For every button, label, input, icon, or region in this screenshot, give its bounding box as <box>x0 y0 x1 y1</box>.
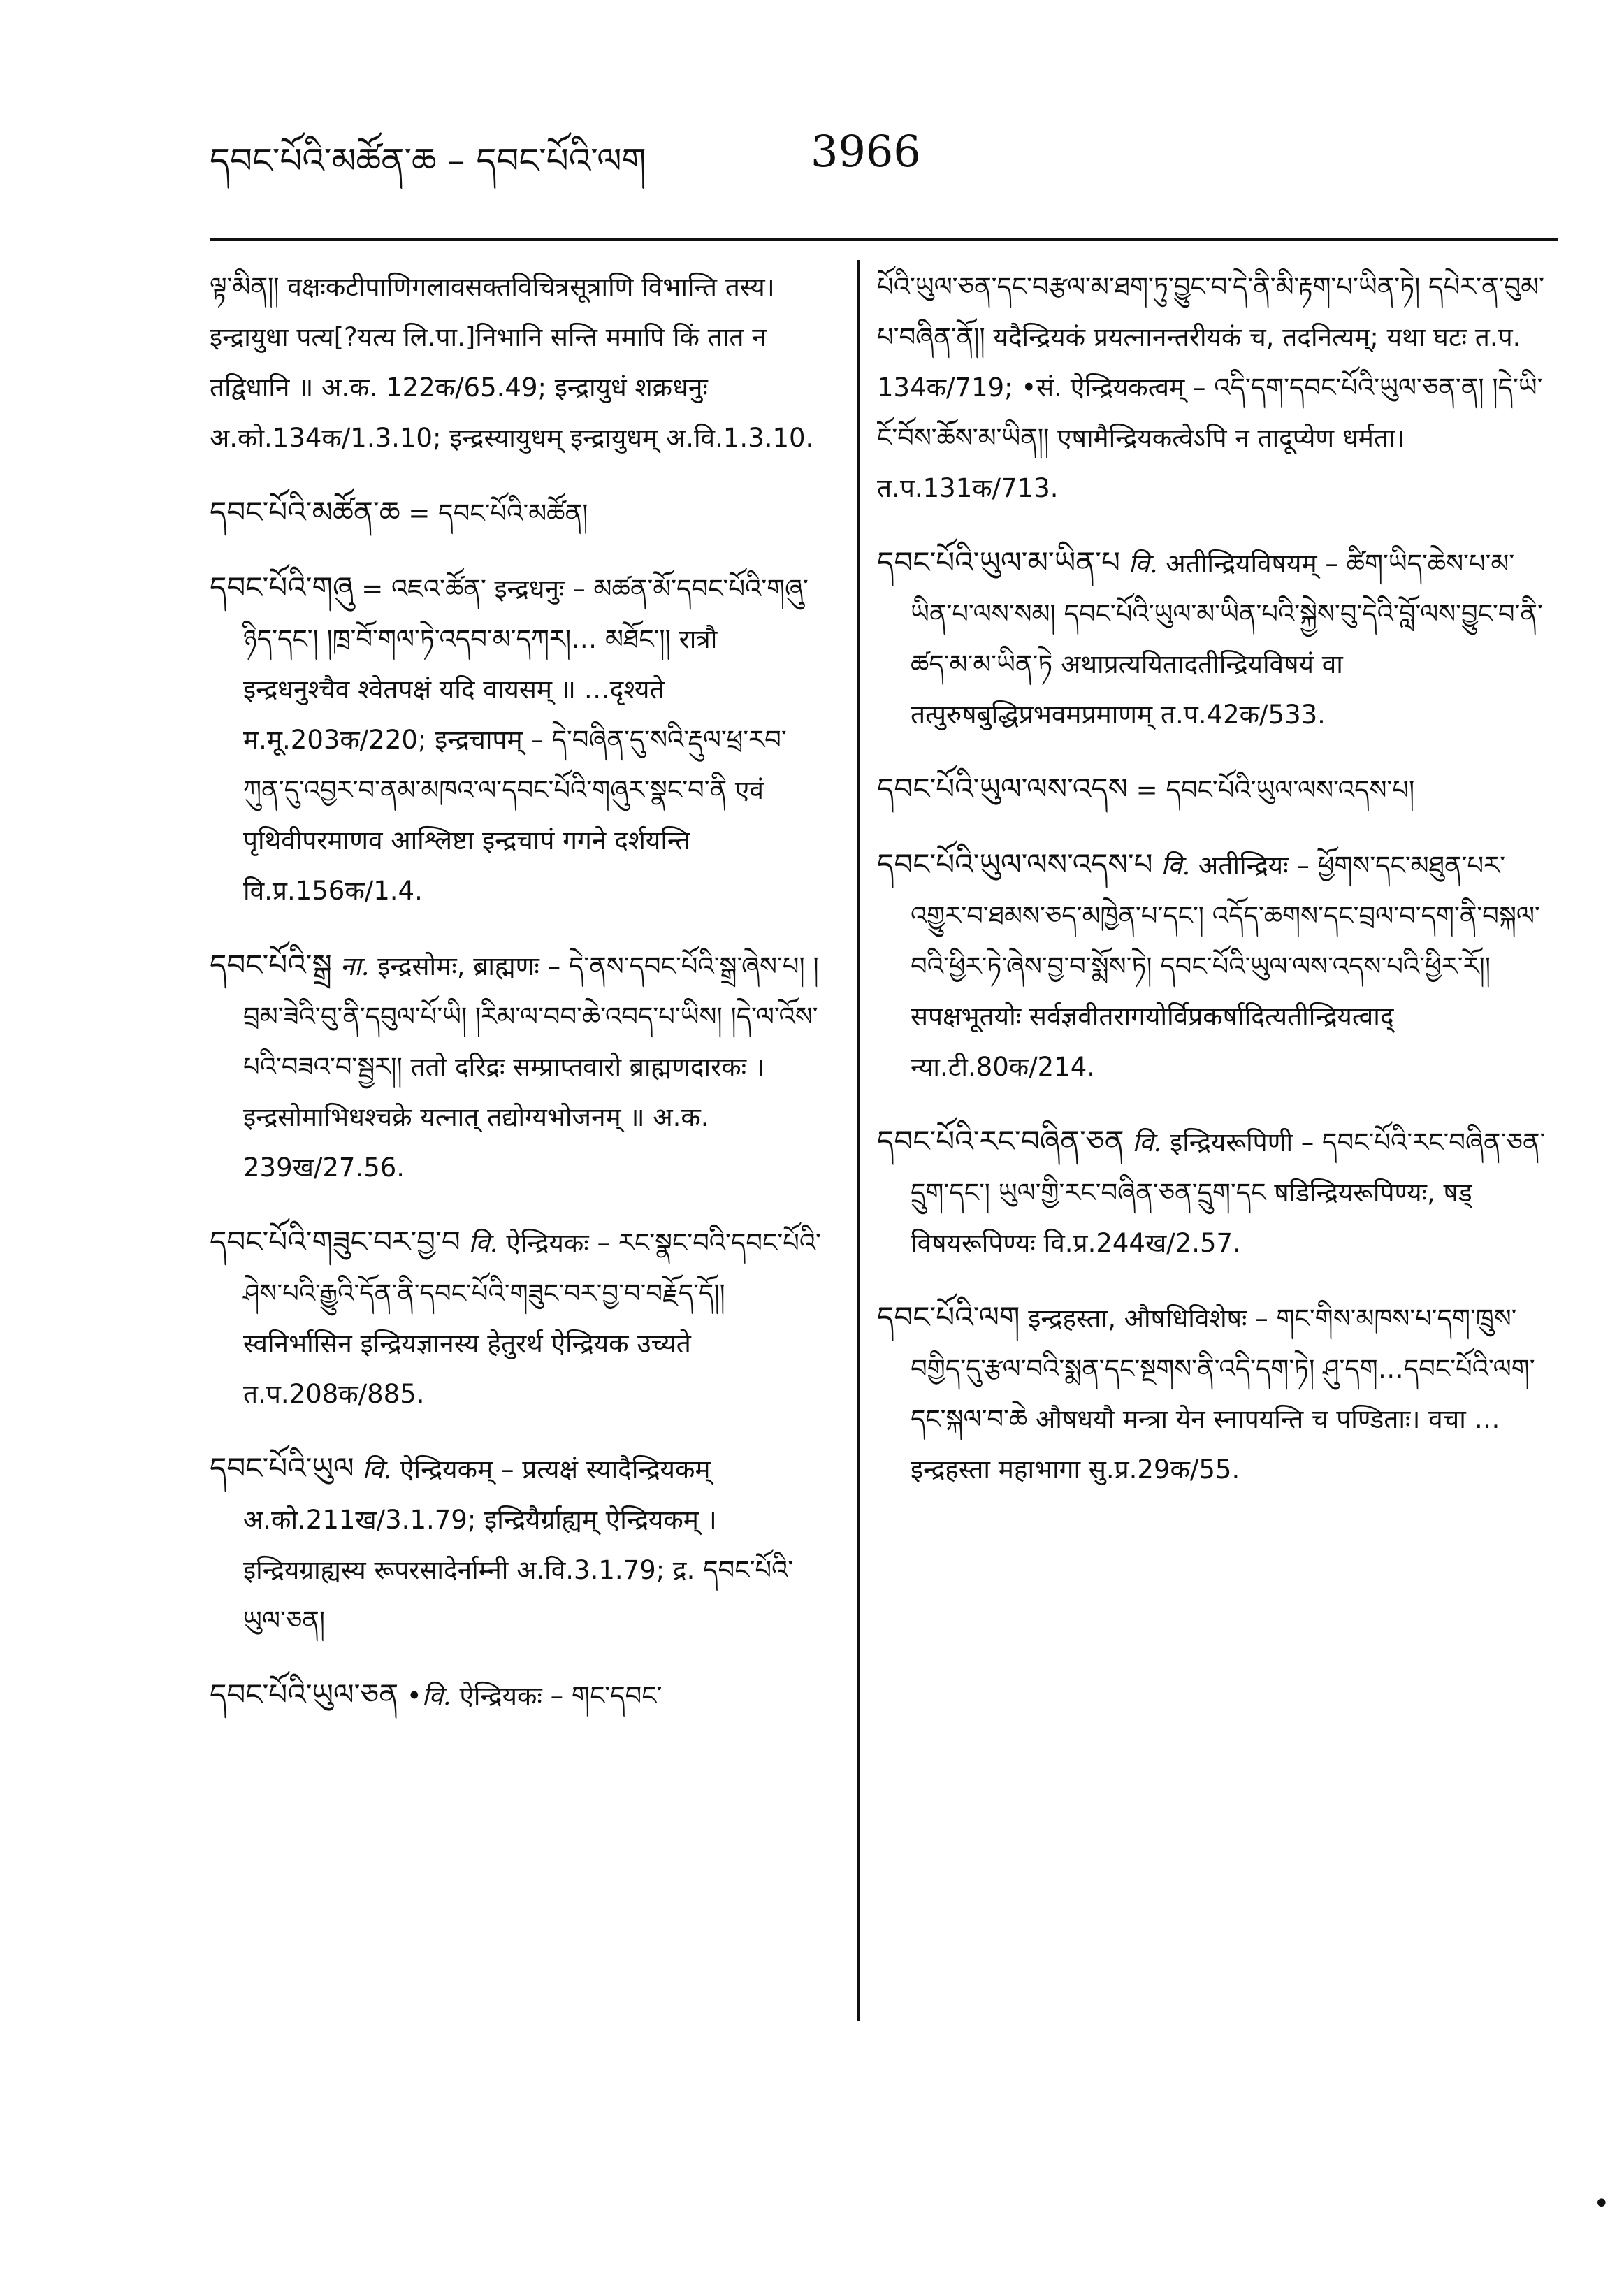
dictionary-entry <box>877 764 1548 816</box>
entry-grammar-tag: वि. <box>1132 1127 1162 1157</box>
entry-headword: དབང་པོའི་རང་བཞིན་ཅན <box>877 1124 1124 1158</box>
dictionary-entry <box>210 1443 825 1646</box>
entry-headword: དབང་པོའི་ལག <box>877 1300 1020 1334</box>
entry-text: = དབང་པོའི་ཡུལ་ལས་འདས་པ། <box>1136 775 1415 805</box>
entry-text: ऐन्द्रियकः – གང་དབང་ <box>459 1681 662 1711</box>
entry-grammar-tag: वि. <box>1161 851 1191 881</box>
entry-text: इन्द्रियरूपिणी – དབང་པོའི་རང་བཞིན་ཅན་དྲུག་དང་། ཡུལ་གྱི་རང་བཞིན་ཅན་དྲུག་དང षडिन्द्रियरूपिण्यः, षड् विषयरूपिण्यः वि.प्र.244ख/2.57. <box>911 1127 1546 1258</box>
entry-text: अतीन्द्रियः – ཕྱོགས་དང་མཐུན་པར་འགྱུར་བ་ཐམས་ཅད་མཁྱེན་པ་དང་། འདོད་ཆགས་དང་བྲལ་བ་དག་ནི་བསྐལ་བའི་ཕྱིར་ཏེ་ཞེས་བྱ་བ་སྨོས་ཏེ། དབང་པོའི་ཡུལ་ལས་འདས་པའི་ཕྱིར་རོ།། सपक्षभूतयोः सर्वज्ञवीतरागयोर्विप्रकर्षादित्यतीन्द्रियत्वाद् न्या.टी.80क/214. <box>911 851 1540 1082</box>
entry-headword: དབང་པོའི་ཡུལ་མ་ཡིན་པ <box>877 545 1120 579</box>
dictionary-entry <box>210 487 825 539</box>
dictionary-entry <box>877 537 1548 740</box>
entry-grammar-tag: •वि. <box>406 1681 451 1711</box>
page-number: 3966 <box>811 126 921 177</box>
entry-text: ऐन्द्रियकम् – प्रत्यक्षं स्यादैन्द्रियकम् अ.को.211ख/3.1.79; इन्द्रियैर्ग्राह्यम् ऐन्द्रियकम् । इन्द्रियग्राह्यस्य रूपरसादेर्नाम्नी अ.वि.3.1.79; द्र. དབང་པོའི་ཡུལ་ཅན། <box>243 1454 794 1635</box>
entry-grammar-tag: वि. <box>362 1454 392 1485</box>
dictionary-entry <box>210 1217 825 1420</box>
column-divider <box>857 260 860 2021</box>
running-head: དབང་པོའི་མཚོན་ཆ – དབང་པོའི་ལག <box>210 140 646 181</box>
entry-headword: དབང་པོའི་སྒྲ <box>210 948 332 982</box>
entry-headword: དབང་པོའི་གཞུ <box>210 570 354 605</box>
dictionary-entry <box>210 262 825 463</box>
entry-text: इन्द्रहस्ता, औषधिविशेषः – གང་གིས་མཁས་པ་དག་ཁྲུས་བགྱིད་དུ་རྩལ་བའི་སྨན་དང་སྔགས་ནི་འདི་དག་ཏེ། ཤུ་དག…དབང་པོའི་ལག་དང་སྐལ་བ་ཆེ औषधयौ मन्त्रा येन स्नापयन्ति च पण्डिताः। वचा …इन्द्रहस्ता महाभागा सु.प्र.29क/55. <box>911 1304 1535 1485</box>
entry-headword: དབང་པོའི་མཚོན་ཆ <box>210 495 400 529</box>
right-column <box>877 262 1548 1519</box>
entry-headword: དབང་པོའི་ཡུལ <box>210 1451 354 1485</box>
dictionary-entry <box>210 563 825 916</box>
entry-headword: དབང་པོའི་ཡུལ་ཅན <box>210 1677 399 1712</box>
header-rule <box>210 238 1558 241</box>
entry-headword: དབང་པོའི་ཡུལ་ལས་འདས <box>877 772 1128 806</box>
entry-grammar-tag: ना. <box>340 951 370 981</box>
dictionary-entry <box>877 262 1548 514</box>
dictionary-entry <box>210 1670 825 1721</box>
entry-text: ऐन्द्रियकः – རང་སྣང་བའི་དབང་པོའི་ཤེས་པའི་རྒྱུའི་དོན་ནི་དབང་པོའི་གཟུང་བར་བྱ་བ་བརྗོད་དོ།། स्वनिर्भासिन इन्द्रियज्ञानस्य हेतुरर्थ ऐन्द्रियक उच्यते त.प.208क/885. <box>243 1228 821 1409</box>
entry-text: इन्द्रसोमः, ब्राह्मणः – དེ་ནས་དབང་པོའི་སྒྲ་ཞེས་པ། །བྲམ་ཟེའི་བུ་ནི་དབུལ་པོ་ཡི། །རིམ་ལ་བབ་ཆེ་འབད་པ་ཡིས། །དེ་ལ་འོས་པའི་བཟའ་བ་སྦྱར།། ततो दरिद्रः सम्प्राप्तवारो ब्राह्मणदारकः । इन्द्रसोमाभिधश्चक्रे यत्नात् तद्योग्यभोजनम् ॥ अ.क. 239ख/27.56. <box>243 951 819 1183</box>
entry-text: = དབང་པོའི་མཚོན། <box>408 498 588 528</box>
entry-text: = འཇའ་ཚོན་ इन्द्रधनुः – མཚན་མོ་དབང་པོའི་གཞུ་ཉིད་དང་། །ཁྲ་བོ་གལ་ཏེ་འདབ་མ་དཀར།… མཐོང་།། रात्रौ इन्द्रधनुश्चैव श्वेतपक्षं यदि वायसम् ॥ …दृश्यते म.मू.203क/220; इन्द्रचापम् – དེ་བཞིན་དུ་སའི་རྡུལ་ཕྲ་རབ་ཀུན་དུ་འབྱར་བ་ནམ་མཁའ་ལ་དབང་པོའི་གཞུར་སྣང་བ་ནི एवं पृथिवीपरमाणव आश्लिष्टा इन्द्रचापं गगने दर्शयन्ति वि.प्र.156क/1.4. <box>243 574 809 906</box>
entry-grammar-tag: वि. <box>468 1228 498 1258</box>
dictionary-entry <box>877 1292 1548 1495</box>
left-column <box>210 262 825 1745</box>
entry-text: ལྟ་མིན།། वक्षःकटीपाणिगलावसक्तविचित्रसूत्राणि विभान्ति तस्य। इन्द्रायुधा पत्य[?यत्य लि.पा.]निभानि सन्ति ममापि किं तात न तद्विधानि ॥ अ.क. 122क/65.49; इन्द्रायुधं शक्रधनुः अ.को.134क/1.3.10; इन्द्रस्यायुधम् इन्द्रायुधम् अ.वि.1.3.10. <box>210 272 814 453</box>
entry-headword: དབང་པོའི་ཡུལ་ལས་འདས་པ <box>877 847 1153 881</box>
margin-mark: • <box>1593 2188 1610 2220</box>
entry-text: པོའི་ཡུལ་ཅན་དང་བརྩལ་མ་ཐག་ཏུ་བྱུང་བ་དེ་ནི་མི་རྟག་པ་ཡིན་ཏེ། དཔེར་ན་བུམ་པ་བཞིན་ནོ།། यदैन्द्रियकं प्रयत्नानन्तरीयकं च, तदनित्यम्; यथा घटः त.प. 134क/719; •सं. ऐन्द्रियकत्वम् – འདི་དག་དབང་པོའི་ཡུལ་ཅན་ན། །དེ་ཡི་ངོ་བོས་ཆོས་མ་ཡིན།། एषामैन्द्रियकत्वेऽपि न तादूप्येण धर्मता। त.प.131क/713. <box>877 272 1544 503</box>
entry-headword: དབང་པོའི་གཟུང་བར་བྱ་བ <box>210 1225 461 1259</box>
entry-text: अतीन्द्रियविषयम् – ཚིག་ཡིད་ཆེས་པ་མ་ཡིན་པ་ལས་སམ། དབང་པོའི་ཡུལ་མ་ཡིན་པའི་སྐྱེས་བུ་དེའི་བློ་ལས་བྱུང་བ་ནི་ཚད་མ་མ་ཡིན་ཏེ अथाप्रत्ययितादतीन्द्रियविषयं वा तत्पुरुषबुद्धिप्रभवमप्रमाणम् त.प.42क/533. <box>911 549 1543 730</box>
dictionary-entry <box>877 1116 1548 1269</box>
dictionary-entry <box>210 940 825 1193</box>
entry-grammar-tag: वि. <box>1128 549 1158 579</box>
dictionary-entry <box>877 839 1548 1092</box>
